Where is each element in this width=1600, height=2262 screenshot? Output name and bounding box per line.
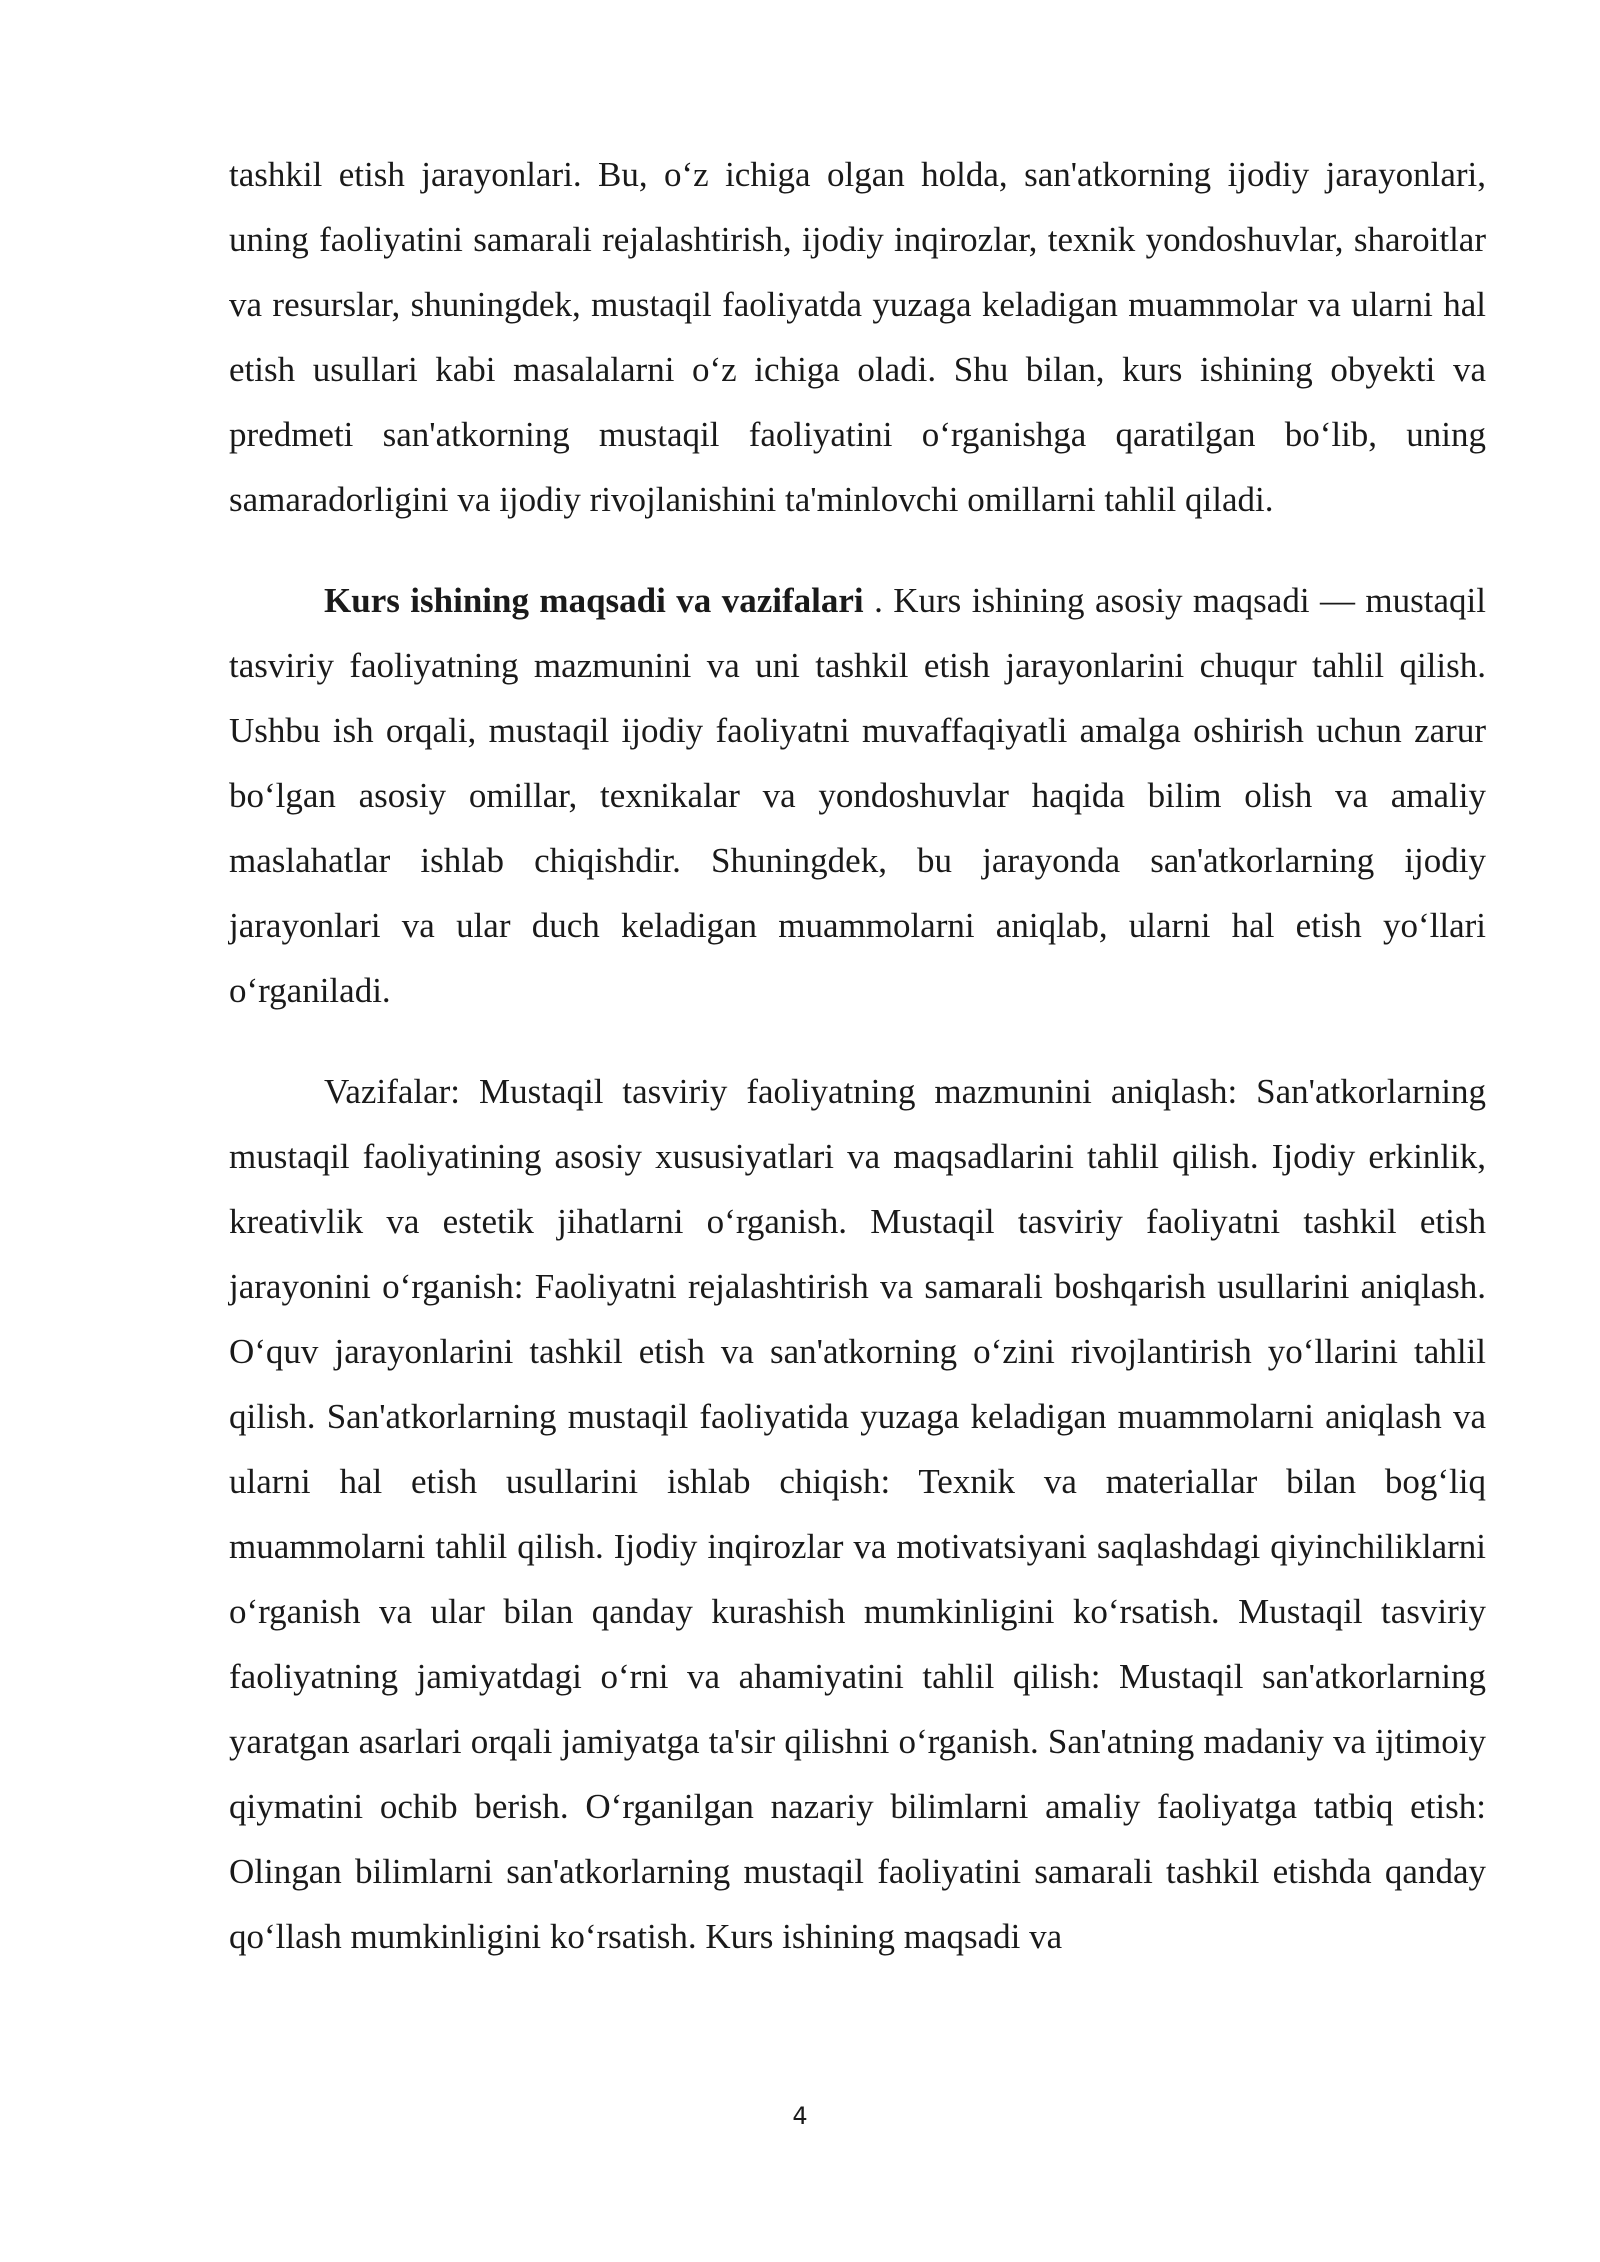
document-body [229,142,1486,1969]
paragraph-goals [229,568,1486,1023]
paragraph-goals-text: . Kurs ishining asosiy maqsadi — mustaqil tasviriy faoliyatning mazmunini va uni tashkil etish jarayonlarini chuqur tahlil qilish. Ushbu ish orqali, mustaqil ijodiy faoliyatni muvaffaqiyatli amalga oshirish uchun zarur bo‘lgan asosiy omillar, texnikalar va yondoshuvlar haqida bilim olish va amaliy maslahatlar ishlab chiqishdir. Shuningdek, bu jarayonda san'atkorlarning ijodiy jarayonlari va ular duch keladigan muammolarni aniqlab, ularni hal etish yo‘llari o‘rganiladi. [229,581,1486,1010]
page-number: 4 [792,2102,808,2130]
paragraph-object-subject: tashkil etish jarayonlari. Bu, o‘z ichiga olgan holda, san'atkorning ijodiy jarayonlari, uning faoliyatini samarali rejalashtirish, ijodiy inqirozlar, texnik yondoshuvlar, sharoitlar va resurslar, shuningdek, mustaqil faoliyatda yuzaga keladigan muammolar va ularni hal etish usullari kabi masalalarni o‘z ichiga oladi. Shu bilan, kurs ishining obyekti va predmeti san'atkorning mustaqil faoliyatini o‘rganishga qaratilgan bo‘lib, uning samaradorligini va ijodiy rivojlanishini ta'minlovchi omillarni tahlil qiladi. [229,155,1486,519]
paragraph-tasks: Vazifalar: Mustaqil tasviriy faoliyatning mazmunini aniqlash: San'atkorlarning mustaqil faoliyatining asosiy xususiyatlari va maqsadlarini tahlil qilish. Ijodiy erkinlik, kreativlik va estetik jihatlarni o‘rganish. Mustaqil tasviriy faoliyatni tashkil etish jarayonini o‘rganish: Faoliyatni rejalashtirish va samarali boshqarish usullarini aniqlash. O‘quv jarayonlarini tashkil etish va san'atkorning o‘zini rivojlantirish yo‘llarini tahlil qilish. San'atkorlarning mustaqil faoliyatida yuzaga keladigan muammolarni aniqlash va ularni hal etish usullarini ishlab chiqish: Texnik va materiallar bilan bog‘liq muammolarni tahlil qilish. Ijodiy inqirozlar va motivatsiyani saqlashdagi qiyinchiliklarni o‘rganish va ular bilan qanday kurashish mumkinligini ko‘rsatish. Mustaqil tasviriy faoliyatning jamiyatdagi o‘rni va ahamiyatini tahlil qilish: Mustaqil san'atkorlarning yaratgan asarlari orqali jamiyatga ta'sir qilishni o‘rganish. San'atning madaniy va ijtimoiy qiymatini ochib berish. O‘rganilgan nazariy bilimlarni amaliy faoliyatga tatbiq etish: Olingan bilimlarni san'atkorlarning mustaqil faoliyatini samarali tashkil etishda qanday qo‘llash mumkinligini ko‘rsatish. Kurs ishining maqsadi va [229,1072,1486,1956]
section-heading-goals: Kurs ishining maqsadi va vazifalari [324,581,864,620]
